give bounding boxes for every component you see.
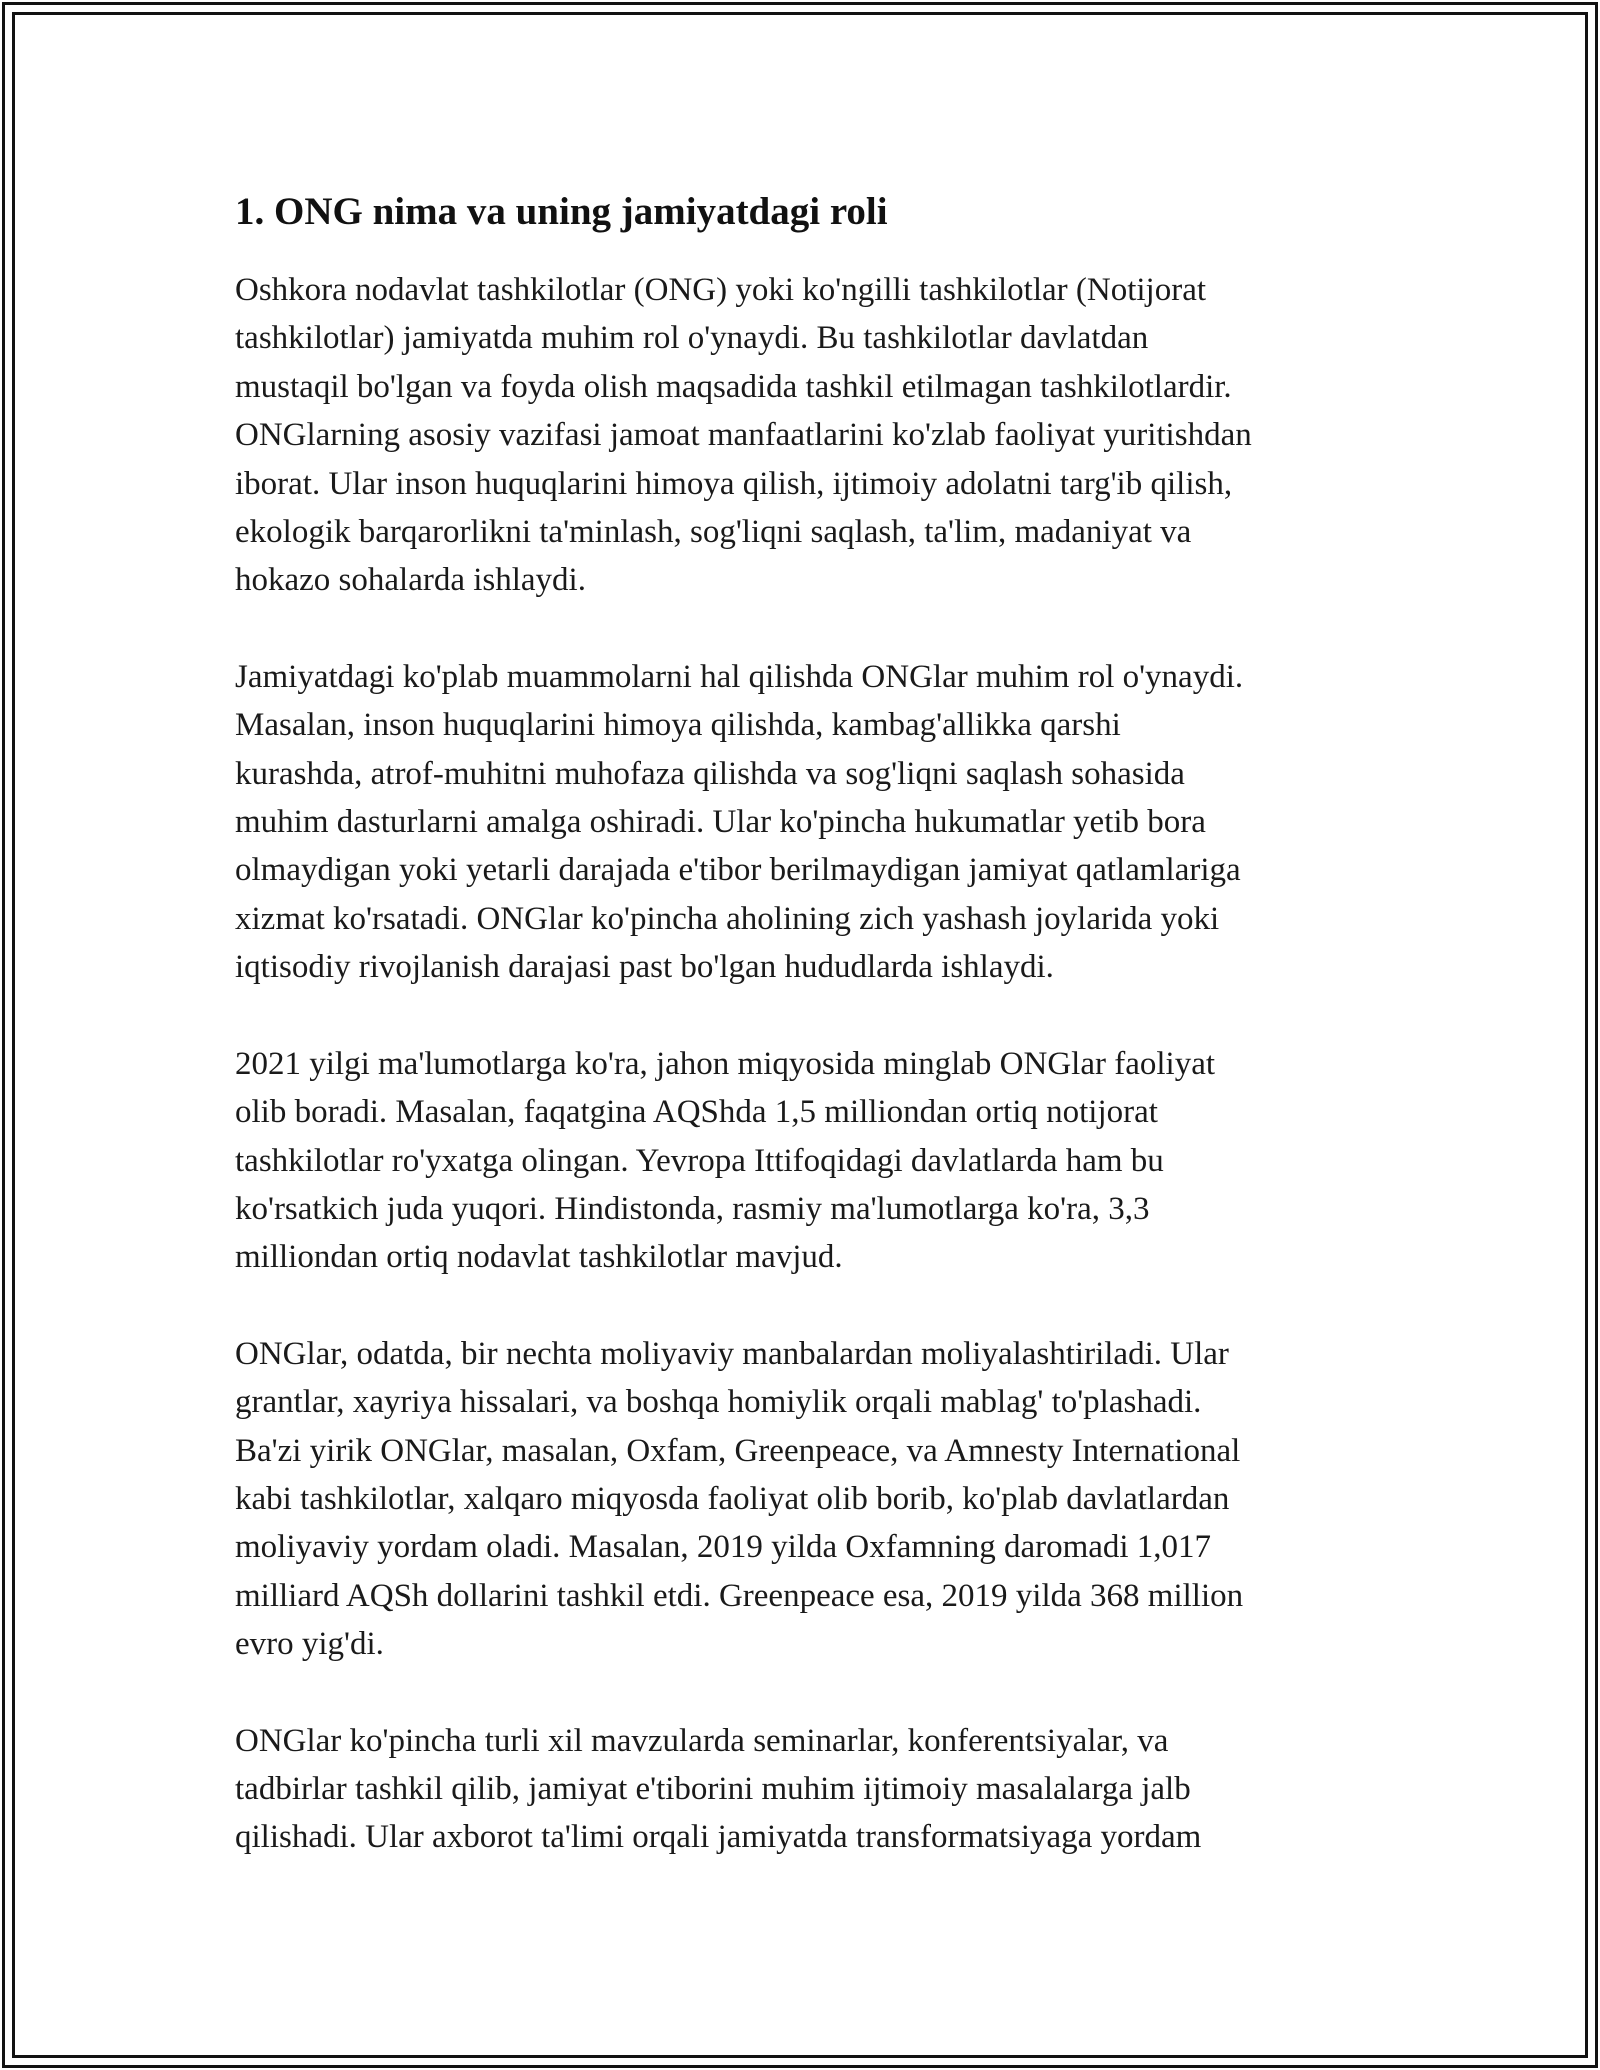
paragraph-events: ONGlar ko'pincha turli xil mavzularda seminarlar, konferentsiyalar, va tadbirlar tashkil qilib, jamiyat e'tiborini muhim ijtimoiy masalalarga jalb qilishadi. Ular axborot ta'limi orqali jamiyatda transformatsiyaga yordam [235,1722,1202,1856]
paragraph-funding: ONGlar, odatda, bir nechta moliyaviy manbalardan moliyalashtiriladi. Ular grantlar, xayriya hissalari, va boshqa homiylik orqali mablag' to'plashadi. Ba'zi yirik ONGlar, masalan, Oxfam, Greenpeace, va Amnesty International kabi tashkilotlar, xalqaro miqyosda faoliyat olib borib, ko'plab davlatlardan moliyaviy yordam oladi. Masalan, 2019 yilda Oxfamning daromadi 1,017 milliard AQSh dollarini tashkil etdi. Greenpeace esa, 2019 yilda 368 million evro yig'di. [235,1335,1244,1663]
paragraph-intro: Oshkora nodavlat tashkilotlar (ONG) yoki ko'ngilli tashkilotlar (Notijorat tashkilotlar) jamiyatda muhim rol o'ynaydi. Bu tashkilotlar davlatdan mustaqil bo'lgan va foyda olish maqsadida tashkil etilmagan tashkilotlardir. ONGlarning asosiy vazifasi jamoat manfaatlarini ko'zlab faoliyat yuritishdan iborat. Ular inson huquqlarini himoya qilish, ijtimoiy adolatni targ'ib qilish, ekologik barqarorlikni ta'minlash, sog'liqni saqlash, ta'lim, madaniyat va hokazo sohalarda ishlaydi. [235,272,1252,599]
document-body [235,186,1365,1910]
paragraph-statistics: 2021 yilgi ma'lumotlarga ko'ra, jahon miqyosida minglab ONGlar faoliyat olib boradi. Masalan, faqatgina AQShda 1,5 milliondan ortiq notijorat tashkilotlar ro'yxatga olingan. Yevropa Ittifoqidagi davlatlarda ham bu ko'rsatkich juda yuqori. Hindistonda, rasmiy ma'lumotlarga ko'ra, 3,3 milliondan ortiq nodavlat tashkilotlar mavjud. [235,1045,1216,1276]
paragraph-role: Jamiyatdagi ko'plab muammolarni hal qilishda ONGlar muhim rol o'ynaydi. Masalan, inson huquqlarini himoya qilishda, kambag'allikka qarshi kurashda, atrof-muhitni muhofaza qilishda va sog'liqni saqlash sohasida muhim dasturlarni amalga oshiradi. Ular ko'pincha hukumatlar yetib bora olmaydigan yoki yetarli darajada e'tibor berilmaydigan jamiyat qatlamlariga xizmat ko'rsatadi. ONGlar ko'pincha aholining zich yashash joylarida yoki iqtisodiy rivojlanish darajasi past bo'lgan hududlarda ishlaydi. [235,658,1244,986]
section-heading: 1. ONG nima va uning jamiyatdagi roli [235,190,888,233]
